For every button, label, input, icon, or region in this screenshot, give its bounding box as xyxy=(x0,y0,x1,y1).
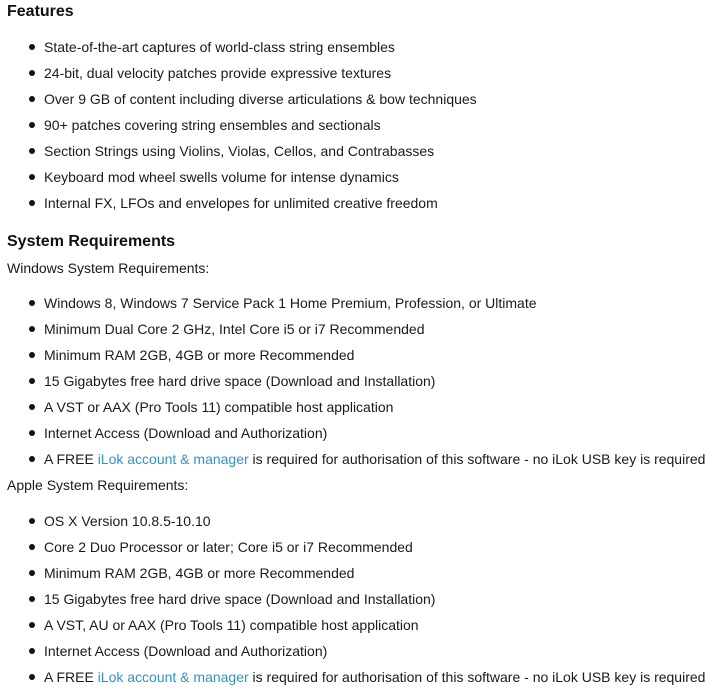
windows-requirements-subheading: Windows System Requirements: xyxy=(7,260,210,276)
ilok-requirement-item: A FREE iLok account & manager is required for authorisation of this software - no iLok USB key is required xyxy=(0,450,720,476)
list-item: Over 9 GB of content including diverse articulations & bow techniques xyxy=(0,90,720,116)
list-item: 24-bit, dual velocity patches provide expressive textures xyxy=(0,64,720,90)
bullet-icon xyxy=(29,648,35,654)
list-item: OS X Version 10.8.5-10.10 xyxy=(0,512,720,538)
bullet-icon xyxy=(29,622,35,628)
list-item: Minimum RAM 2GB, 4GB or more Recommended xyxy=(0,346,720,372)
bullet-icon xyxy=(29,352,35,358)
list-item: Section Strings using Violins, Violas, Cellos, and Contrabasses xyxy=(0,142,720,168)
ilok-account-manager-link[interactable]: iLok account & manager xyxy=(97,669,249,685)
system-requirements-heading: System Requirements xyxy=(7,233,176,250)
bullet-icon xyxy=(29,122,35,128)
bullet-icon xyxy=(29,300,35,306)
windows-requirements-list xyxy=(0,294,720,476)
bullet-icon xyxy=(29,200,35,206)
bullet-icon xyxy=(29,570,35,576)
list-item: Minimum RAM 2GB, 4GB or more Recommended xyxy=(0,564,720,590)
list-item: Internet Access (Download and Authorization) xyxy=(0,642,720,668)
list-item: Internet Access (Download and Authorization) xyxy=(0,424,720,450)
list-item: Keyboard mod wheel swells volume for intense dynamics xyxy=(0,168,720,194)
list-item: Core 2 Duo Processor or later; Core i5 or i7 Recommended xyxy=(0,538,720,564)
bullet-icon xyxy=(29,430,35,436)
ilok-account-manager-link[interactable]: iLok account & manager xyxy=(97,451,249,467)
list-item: 15 Gigabytes free hard drive space (Download and Installation) xyxy=(0,372,720,398)
bullet-icon xyxy=(29,544,35,550)
features-heading: Features xyxy=(7,3,74,20)
bullet-icon xyxy=(29,378,35,384)
bullet-icon xyxy=(29,44,35,50)
list-item: 90+ patches covering string ensembles and sectionals xyxy=(0,116,720,142)
ilok-requirement-item: A FREE iLok account & manager is required for authorisation of this software - no iLok USB key is required xyxy=(0,668,720,694)
bullet-icon xyxy=(29,456,35,462)
bullet-icon xyxy=(29,674,35,680)
apple-requirements-subheading: Apple System Requirements: xyxy=(7,477,189,493)
list-item: Internal FX, LFOs and envelopes for unlimited creative freedom xyxy=(0,194,720,220)
bullet-icon xyxy=(29,70,35,76)
apple-requirements-list xyxy=(0,512,720,694)
list-item: A VST or AAX (Pro Tools 11) compatible host application xyxy=(0,398,720,424)
list-item: 15 Gigabytes free hard drive space (Download and Installation) xyxy=(0,590,720,616)
list-item: A VST, AU or AAX (Pro Tools 11) compatible host application xyxy=(0,616,720,642)
bullet-icon xyxy=(29,326,35,332)
bullet-icon xyxy=(29,174,35,180)
list-item: State-of-the-art captures of world-class string ensembles xyxy=(0,38,720,64)
bullet-icon xyxy=(29,96,35,102)
bullet-icon xyxy=(29,148,35,154)
list-item: Minimum Dual Core 2 GHz, Intel Core i5 or i7 Recommended xyxy=(0,320,720,346)
bullet-icon xyxy=(29,404,35,410)
list-item: Windows 8, Windows 7 Service Pack 1 Home Premium, Profession, or Ultimate xyxy=(0,294,720,320)
bullet-icon xyxy=(29,596,35,602)
features-list xyxy=(0,38,720,220)
bullet-icon xyxy=(29,518,35,524)
